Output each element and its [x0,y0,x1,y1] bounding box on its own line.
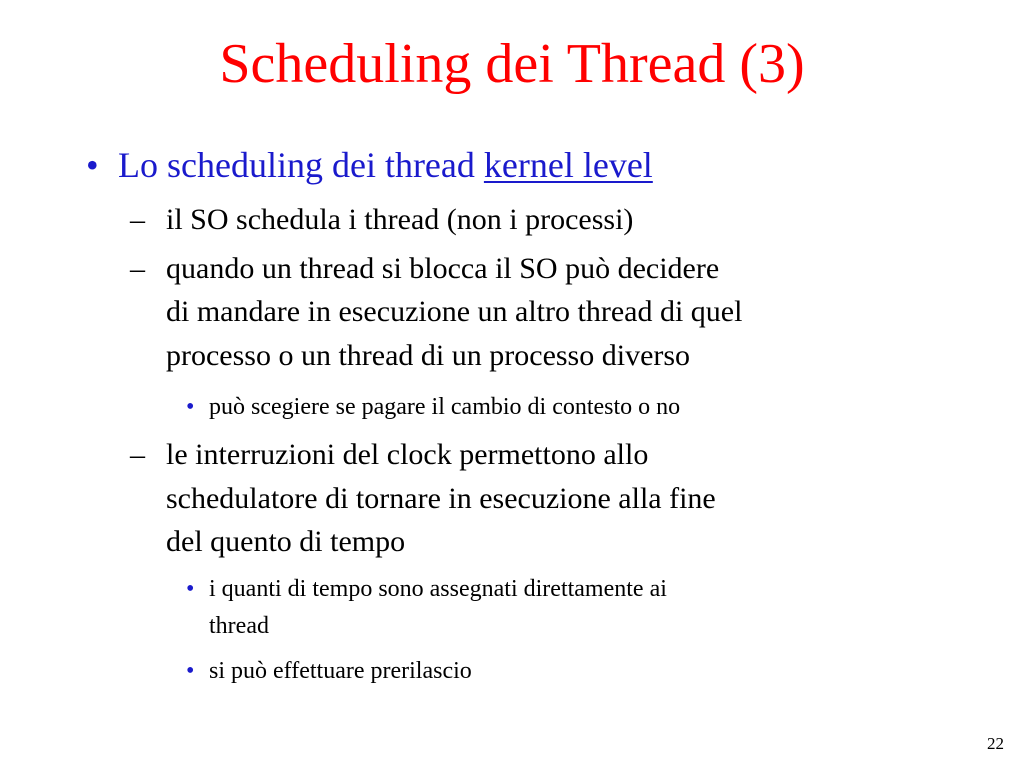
point-quanti-tempo-line2: thread [209,613,269,639]
point-prerilascio: si può effettuare prerilascio [209,658,472,684]
dash-icon: – [130,252,145,285]
bullet-icon: • [186,394,195,420]
sub-item-thread-blocca-line1: quando un thread si blocca il SO può decidere [166,252,720,285]
bullet-icon: • [186,576,195,602]
kernel-level-link[interactable]: kernel level [483,145,653,185]
sub-item-thread-blocca-line2: di mandare in esecuzione un altro thread di quel [166,295,743,328]
sub-item-thread-blocca-line3: processo o un thread di un processo diverso [166,339,691,372]
point-quanti-tempo-line1: i quanti di tempo sono assegnati direttamente ai [209,576,667,602]
dash-icon: – [130,203,145,236]
sub-item-interruzioni-line1: le interruzioni del clock permettono allo [166,438,649,471]
page-number: 22 [987,734,1004,753]
sub-item-so-schedula: il SO schedula i thread (non i processi) [166,203,634,236]
bullet-icon: • [186,658,195,684]
dash-icon: – [130,438,145,471]
sub-item-interruzioni-line2: schedulatore di tornare in esecuzione alla fine [166,482,716,515]
level1-text: Lo scheduling dei thread [118,145,484,185]
bullet-icon: • [86,145,99,185]
slide-title: Scheduling dei Thread (3) [219,33,805,95]
point-cambio-contesto: può scegiere se pagare il cambio di contesto o no [209,394,681,420]
sub-item-interruzioni-line3: del quento di tempo [166,525,406,558]
level1-item [118,143,653,187]
